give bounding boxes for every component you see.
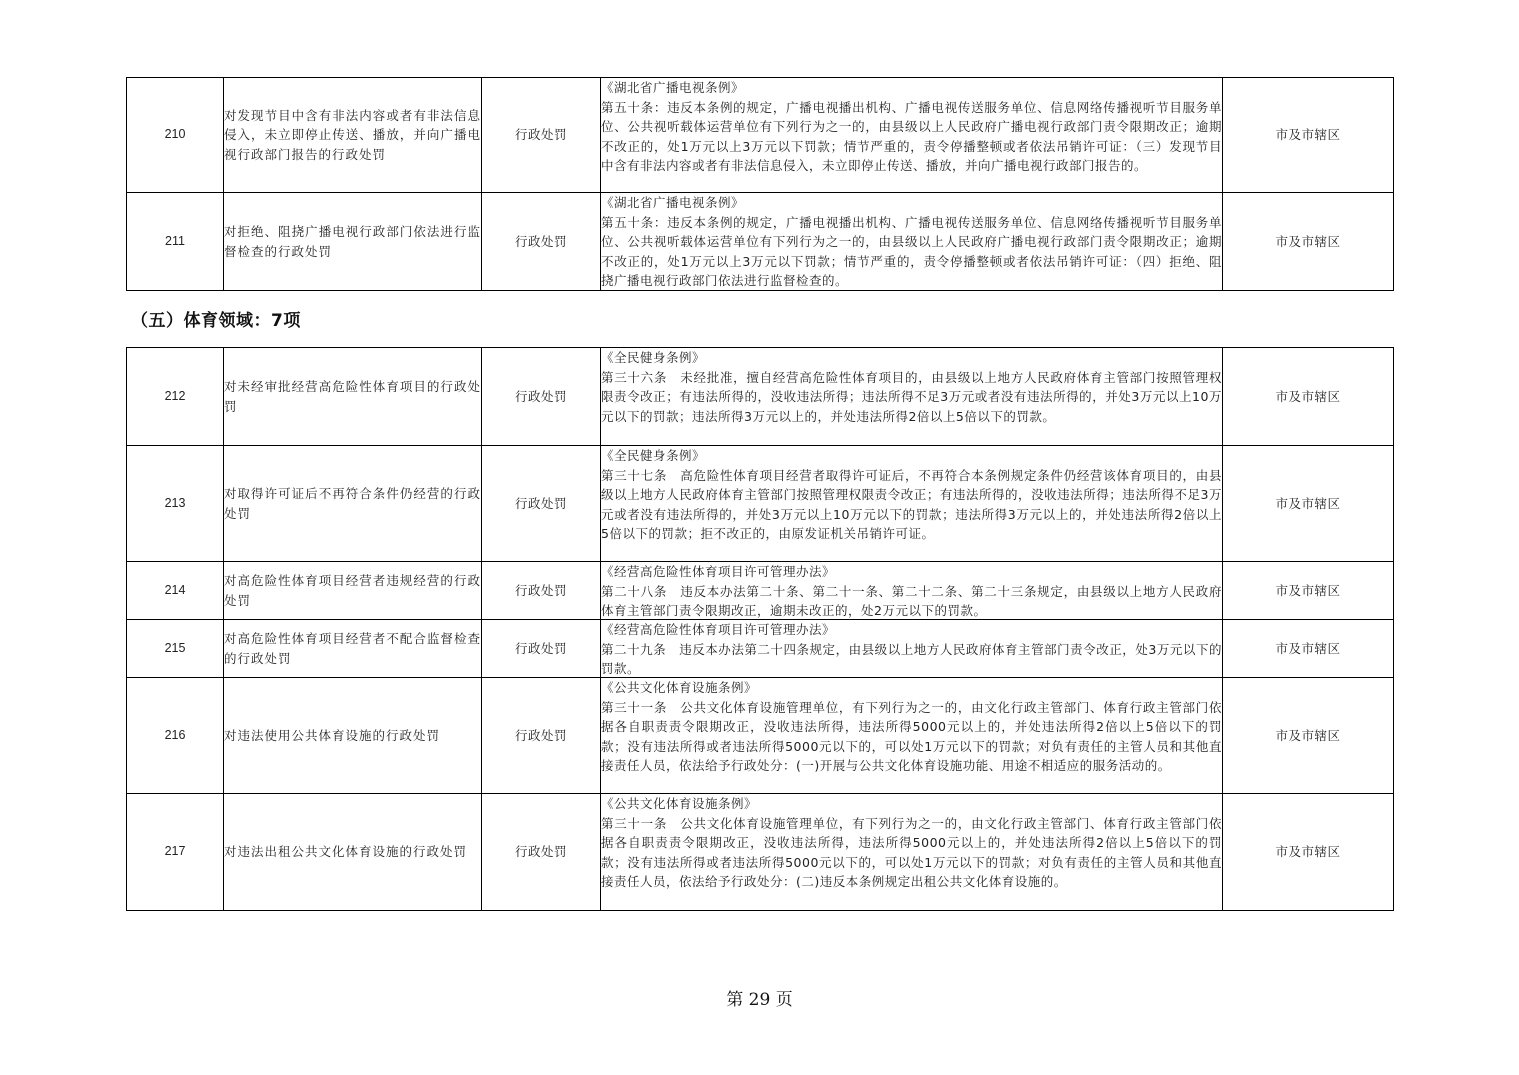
row-number: 211: [127, 193, 224, 291]
law-title: 《经营高危险性体育项目许可管理办法》: [601, 622, 836, 637]
law-text: 第五十条：违反本条例的规定，广播电视播出机构、广播电视传送服务单位、信息网络传播视听节目服务单位、公共视听载体运营单位有下列行为之一的，由县级以上人民政府广播电视行政部门责令限期改正；逾期不改正的，处1万元以上3万元以下罚款；情节严重的，责令停播整顿或者依法吊销许可证：（三）发现节目中含有非法内容或者有非法信息侵入，未立即停止传送、播放，并向广播电视行政部门报告的。: [601, 99, 1222, 173]
jurisdiction: 市及市辖区: [1223, 78, 1394, 193]
table-row: [127, 794, 1394, 911]
table-upper: [126, 77, 1394, 291]
item-name: 对未经审批经营高危险性体育项目的行政处罚: [224, 348, 482, 446]
law-text: 第三十七条 高危险性体育项目经营者取得许可证后，不再符合本条例规定条件仍经营该体育项目的，由县级以上地方人民政府体育主管部门按照管理权限责令改正；有违法所得的，没收违法所得；违法所得不足3万元或者没有违法所得的，并处3万元以上10万元以下的罚款；违法所得3万元以上的，并处违法所得2倍以上5倍以下的罚款；拒不改正的，由原发证机关吊销许可证。: [601, 467, 1222, 541]
law-title: 《经营高危险性体育项目许可管理办法》: [601, 564, 836, 579]
table-row: [127, 678, 1394, 794]
law-title: 《全民健身条例》: [601, 350, 706, 365]
table-lower: [126, 347, 1394, 911]
jurisdiction: 市及市辖区: [1223, 348, 1394, 446]
page-number: 第 29 页: [726, 990, 793, 1010]
law-text: 第二十八条 违反本办法第二十条、第二十一条、第二十二条、第二十三条规定，由县级以上地方人民政府体育主管部门责令限期改正，逾期未改正的，处2万元以下的罚款。: [601, 583, 1222, 618]
law-text: 第二十九条 违反本办法第二十四条规定，由县级以上地方人民政府体育主管部门责令改正，处3万元以下的罚款。: [601, 641, 1222, 676]
table-row: [127, 446, 1394, 562]
legal-basis: [601, 193, 1223, 291]
jurisdiction: 市及市辖区: [1223, 794, 1394, 911]
legal-basis: [601, 794, 1223, 911]
row-number: 216: [127, 678, 224, 794]
jurisdiction: 市及市辖区: [1223, 678, 1394, 794]
item-name: 对拒绝、阻挠广播电视行政部门依法进行监督检查的行政处罚: [224, 193, 482, 291]
row-number: 214: [127, 562, 224, 620]
row-number: 210: [127, 78, 224, 193]
row-number: 215: [127, 620, 224, 678]
item-name: 对违法出租公共文化体育设施的行政处罚: [224, 794, 482, 911]
legal-basis: [601, 620, 1223, 678]
table-row: [127, 193, 1394, 291]
penalty-type: 行政处罚: [482, 678, 601, 794]
law-text: 第三十一条 公共文化体育设施管理单位，有下列行为之一的，由文化行政主管部门、体育行政主管部门依据各自职责责令限期改正，没收违法所得，违法所得5000元以上的，并处违法所得2倍以上5倍以下的罚款；没有违法所得或者违法所得5000元以下的，可以处1万元以下的罚款；对负有责任的主管人员和其他直接责任人员，依法给予行政处分：(二)违反本条例规定出租公共文化体育设施的。: [601, 815, 1222, 889]
legal-basis: [601, 678, 1223, 794]
law-title: 《湖北省广播电视条例》: [601, 80, 745, 95]
penalty-type: 行政处罚: [482, 78, 601, 193]
item-name: 对违法使用公共体育设施的行政处罚: [224, 678, 482, 794]
row-number: 212: [127, 348, 224, 446]
item-name: 对高危险性体育项目经营者不配合监督检查的行政处罚: [224, 620, 482, 678]
law-text: 第五十条：违反本条例的规定，广播电视播出机构、广播电视传送服务单位、信息网络传播视听节目服务单位、公共视听载体运营单位有下列行为之一的，由县级以上人民政府广播电视行政部门责令限期改正；逾期不改正的，处1万元以上3万元以下罚款；情节严重的，责令停播整顿或者依法吊销许可证：（四）拒绝、阻挠广播电视行政部门依法进行监督检查的。: [601, 214, 1222, 288]
law-text: 第三十一条 公共文化体育设施管理单位，有下列行为之一的，由文化行政主管部门、体育行政主管部门依据各自职责责令限期改正，没收违法所得，违法所得5000元以上的，并处违法所得2倍以上5倍以下的罚款；没有违法所得或者违法所得5000元以下的，可以处1万元以下的罚款；对负有责任的主管人员和其他直接责任人员，依法给予行政处分：(一)开展与公共文化体育设施功能、用途不相适应的服务活动的。: [601, 699, 1222, 773]
legal-basis: [601, 348, 1223, 446]
section-title: （五）体育领域：7项: [131, 311, 301, 331]
law-title: 《湖北省广播电视条例》: [601, 195, 745, 210]
penalty-type: 行政处罚: [482, 794, 601, 911]
table-row: [127, 78, 1394, 193]
penalty-type: 行政处罚: [482, 620, 601, 678]
table-row: [127, 348, 1394, 446]
legal-basis: [601, 446, 1223, 562]
row-number: 217: [127, 794, 224, 911]
jurisdiction: 市及市辖区: [1223, 562, 1394, 620]
law-title: 《公共文化体育设施条例》: [601, 796, 758, 811]
law-title: 《公共文化体育设施条例》: [601, 680, 758, 695]
item-name: 对高危险性体育项目经营者违规经营的行政处罚: [224, 562, 482, 620]
penalty-type: 行政处罚: [482, 193, 601, 291]
item-name: 对取得许可证后不再符合条件仍经营的行政处罚: [224, 446, 482, 562]
jurisdiction: 市及市辖区: [1223, 620, 1394, 678]
penalty-type: 行政处罚: [482, 562, 601, 620]
jurisdiction: 市及市辖区: [1223, 193, 1394, 291]
law-title: 《全民健身条例》: [601, 448, 706, 463]
table-row: [127, 620, 1394, 678]
jurisdiction: 市及市辖区: [1223, 446, 1394, 562]
penalty-type: 行政处罚: [482, 446, 601, 562]
item-name: 对发现节目中含有非法内容或者有非法信息侵入，未立即停止传送、播放，并向广播电视行政部门报告的行政处罚: [224, 78, 482, 193]
legal-basis: [601, 562, 1223, 620]
table-row: [127, 562, 1394, 620]
legal-basis: [601, 78, 1223, 193]
law-text: 第三十六条 未经批准，擅自经营高危险性体育项目的，由县级以上地方人民政府体育主管部门按照管理权限责令改正；有违法所得的，没收违法所得；违法所得不足3万元或者没有违法所得的，并处3万元以上10万元以下的罚款；违法所得3万元以上的，并处违法所得2倍以上5倍以下的罚款。: [601, 369, 1222, 424]
row-number: 213: [127, 446, 224, 562]
penalty-type: 行政处罚: [482, 348, 601, 446]
